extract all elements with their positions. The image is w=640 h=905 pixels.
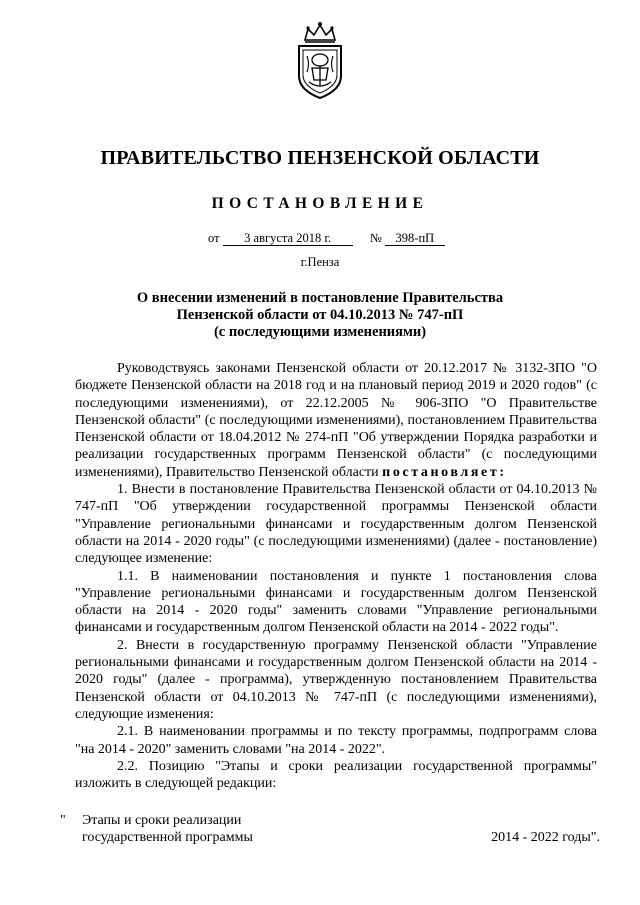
city: г.Пенза bbox=[300, 255, 340, 269]
table-label-line: Этапы и сроки реализации bbox=[82, 813, 242, 828]
intro-text: Руководствуясь законами Пензенской области от 20.12.2017 № 3132-ЗПО "О бюджете Пензенской области на 2018 год и на плановый период 2019 и 2020 годов" (с последующими изменениями), от 22.12.2005 № 906-ЗПО "О Правительстве Пензенской области" (с последующими изменениями), постановлением Правительства Пензенской области от 18.04.2012 № 274-пП "Об утверждении Порядка разработки и реализации государственных программ Пензенской области" (с последующими изменениями), Правительство Пензенской области bbox=[75, 361, 597, 480]
paragraph-1-1: 1.1. В наименовании постановления и пункте 1 постановления слова "Управление региональными финансами и государственным долгом Пензенской области на 2014 - 2020 годы" заменить словами "Управление региональными финансами и государственным долгом Пензенской области на 2014 - 2022 годы". bbox=[75, 568, 597, 636]
date-line bbox=[208, 231, 445, 246]
paragraph-2-1: 2.1. В наименовании программы и по тексту программы, подпрограмм слова "на 2014 - 2020" заменить словами "на 2014 - 2022". bbox=[75, 724, 597, 757]
document-body bbox=[75, 360, 597, 792]
intro-paragraph bbox=[75, 360, 597, 481]
paragraph-1: 1. Внести в постановление Правительства Пензенской области от 04.10.2013 № 747-пП "Об утверждении государственной программы Пензенской области "Управление региональными финансами и государственным долгом Пензенской области на 2014 - 2020 годы" (с последующими изменениями) (далее - постановление) следующее изменение: bbox=[75, 482, 597, 567]
number-sign: № bbox=[369, 231, 382, 245]
subject-line: О внесении изменений в постановление Правительства bbox=[136, 290, 504, 306]
date-prefix: от bbox=[208, 231, 220, 245]
subject-line: Пензенской области от 04.10.2013 № 747-пП bbox=[176, 307, 464, 323]
document-subject bbox=[0, 290, 640, 341]
document-number: 398-пП bbox=[385, 231, 445, 246]
table-label-line: государственной программы bbox=[82, 830, 253, 846]
open-quote: " bbox=[60, 813, 66, 828]
subject-line: (с последующими изменениями) bbox=[213, 324, 427, 340]
resolves-word: постановляет: bbox=[382, 464, 507, 480]
document-type: ПОСТАНОВЛЕНИЕ bbox=[211, 195, 429, 212]
organization-title: ПРАВИТЕЛЬСТВО ПЕНЗЕНСКОЙ ОБЛАСТИ bbox=[100, 147, 540, 169]
table-value-cell: 2014 - 2022 годы". bbox=[491, 830, 600, 845]
table-label-cell bbox=[82, 812, 253, 847]
coat-of-arms-emblem bbox=[291, 20, 349, 102]
document-date: 3 августа 2018 г. bbox=[223, 231, 353, 246]
paragraph-2-2: 2.2. Позицию "Этапы и сроки реализации государственной программы" изложить в следующей редакции: bbox=[75, 758, 597, 792]
paragraph-2: 2. Внести в государственную программу Пензенской области "Управление региональными финансами и государственным долгом Пензенской области на 2014 - 2020 годы" (далее - программа), утвержденную постановлением Правительства Пензенской области от 04.10.2013 № 747-пП (с последующими изменениями), следующие изменения: bbox=[75, 637, 597, 722]
